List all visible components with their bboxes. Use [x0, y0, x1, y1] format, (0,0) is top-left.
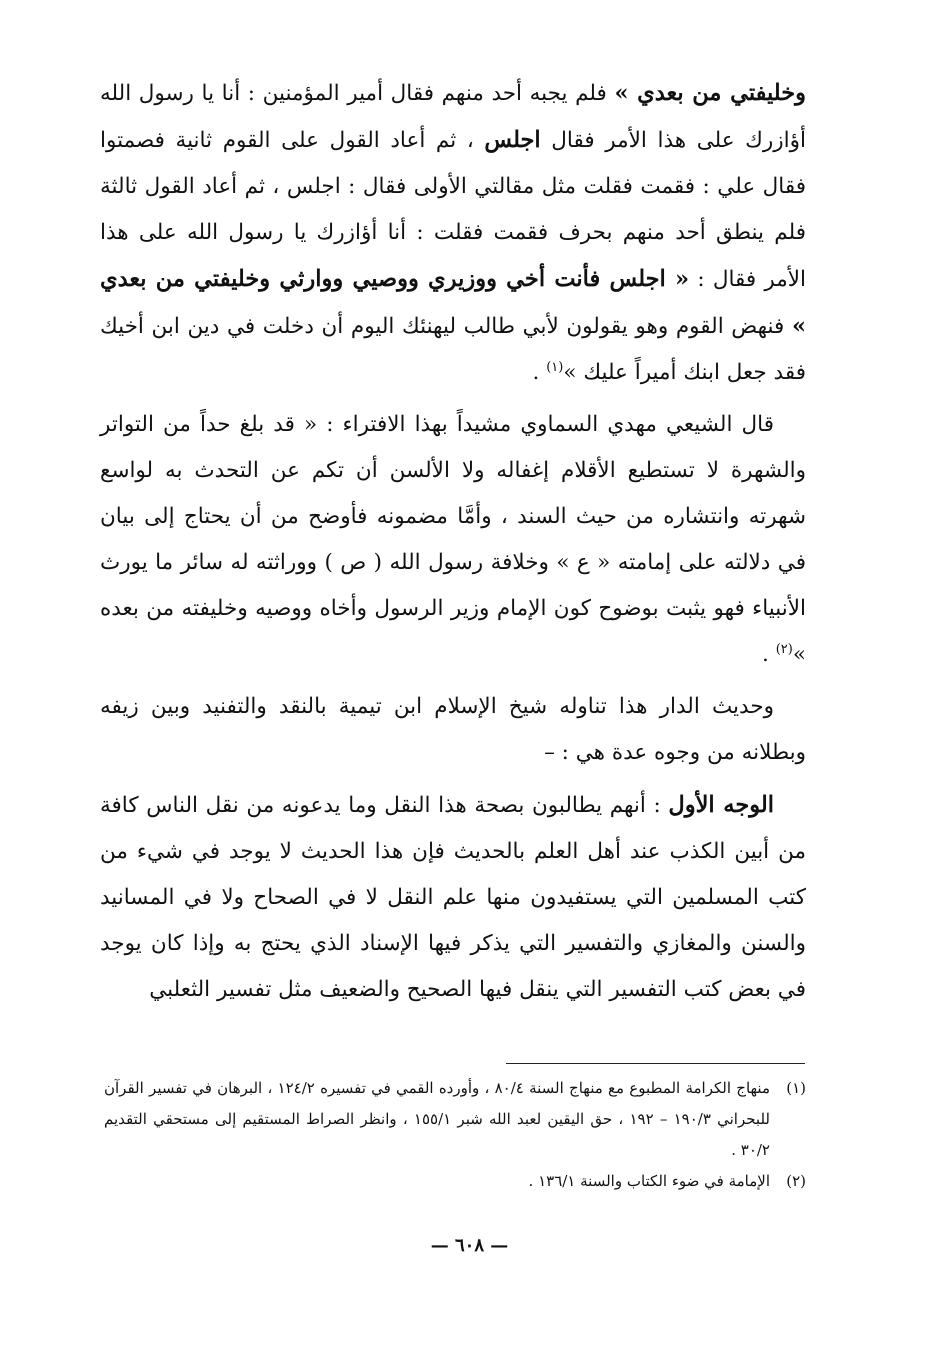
- text-run: ، ثم أعاد القول على القوم ثانية فصمتوا فقال علي : فقمت فقلت مثل مقالتي الأولى فقال : اجلس ، ثم أعاد القول ثالثة فلم ينطق أحد منهم بحرف فقمت فقلت : أنا أؤازرك يا رسول الله على هذا الأمر فقال :: [100, 128, 806, 292]
- text-run: .: [762, 642, 776, 667]
- footnote-mark: (١): [786, 1079, 806, 1097]
- paragraph-3: وحديث الدار هذا تناوله شيخ الإسلام ابن تيمية بالنقد والتفنيد وبين زيفه وبطلانه من وجوه عدة هي : –: [100, 694, 806, 765]
- footnote-2: [104, 1166, 806, 1197]
- footnote-ref-1: (١): [546, 359, 564, 375]
- footnotes: [104, 1073, 806, 1197]
- paragraph-1: [100, 70, 806, 396]
- text-run: فلم يجبه أحد منهم فقال أمير المؤمنين : أنا يا رسول الله أؤازرك على هذا الأمر فقال: [100, 81, 807, 153]
- footnote-text: منهاج الكرامة المطبوع مع منهاج السنة ٨٠/٤ ، وأورده القمي في تفسيره ١٢٤/٢ ، البرهان في تفسير القرآن للبحراني ١٩٠/٣ – ١٩٢ ، حق اليقين لعبد الله شبر ١٥٥/١ ، وانظر الصراط المستقيم إلى مستحقي التقديم ٣٠/٢ .: [104, 1079, 770, 1159]
- text-run: .: [532, 360, 547, 385]
- main-text: [100, 70, 806, 1013]
- footnote-ref-2: (٢): [775, 641, 793, 657]
- bold-phrase: اجلس: [484, 127, 541, 153]
- paragraph-2: [100, 402, 806, 678]
- footnote-divider: [506, 1063, 805, 1064]
- bold-phrase: وخليفتي من بعدي »: [614, 80, 807, 106]
- section-heading: الوجه الأول: [668, 792, 774, 818]
- text-run: : أنهم يطالبون بصحة هذا النقل وما يدعونه من نقل الناس كافة من أبين الكذب عند أهل العلم بالحديث فإن هذا الحديث لا يوجد في شيء من كتب المسلمين التي يستفيدون منها علم النقل لا في الصحاح ولا في المسانيد والسنن والمغازي والتفسير التي يذكر فيها الإسناد الذي يحتج به وإذا كان يوجد في بعض كتب التفسير التي ينقل فيها الصحيح والضعيف مثل تفسير الثعلبي: [100, 793, 806, 1002]
- text-run: فنهض القوم وهو يقولون لأبي طالب ليهنئك اليوم أن دخلت في دين ابن أخيك فقد جعل ابنك أميراً عليك »: [100, 314, 806, 385]
- bold-quote: « اجلس فأنت أخي ووزيري ووصيي ووارثي وخليفتي من بعدي »: [100, 266, 806, 339]
- footnote-mark: (٢): [786, 1172, 806, 1190]
- page-number: — ٦٠٨ —: [430, 1235, 509, 1256]
- footnote-text: الإمامة في ضوء الكتاب والسنة ١٣٦/١ .: [528, 1172, 770, 1190]
- text-run: قال الشيعي مهدي السماوي مشيداً بهذا الافتراء : « قد بلغ حداً من التواتر والشهرة لا تستطيع الأقلام إغفاله ولا الألسن أن تكم عن التحدث به لواسع شهرته وانتشاره من حيث السند ، وأمَّا مضمونه فأوضح من أن يحتاج إلى بيان في دلالته على إمامته « ع » وخلافة رسول الله ( ص ) ووراثته له سائر ما يورث الأنبياء فهو يثبت بوضوح كون الإمام وزير الرسول وأخاه ووصيه وخليفته من بعده »: [100, 412, 806, 667]
- footnote-1: [104, 1073, 806, 1166]
- paragraph-4: [100, 782, 806, 1013]
